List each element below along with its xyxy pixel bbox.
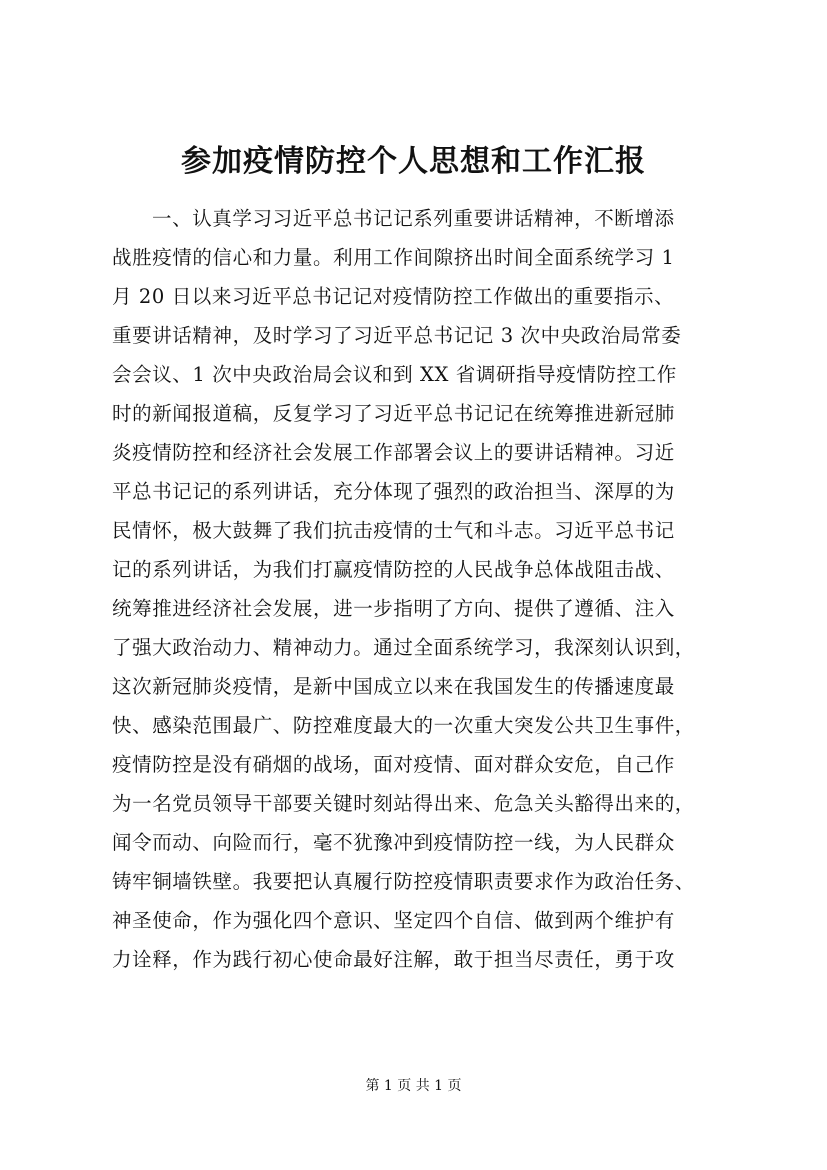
body-line: 疫情防控是没有硝烟的战场，面对疫情、面对群众安危，自己作 — [112, 753, 675, 776]
body-line: 统筹推进经济社会发展，进一步指明了方向、提供了遵循、注入 — [112, 597, 675, 620]
body-line: 战胜疫情的信心和力量。利用工作间隙挤出时间全面系统学习 1 — [112, 246, 675, 269]
body-line: 快、感染范围最广、防控难度最大的一次重大突发公共卫生事件， — [112, 714, 695, 737]
body-line: 炎疫情防控和经济社会发展工作部署会议上的要讲话精神。习近 — [112, 441, 675, 464]
body-line: 时的新闻报道稿，反复学习了习近平总书记记在统筹推进新冠肺 — [112, 402, 675, 425]
body-line: 重要讲话精神，及时学习了习近平总书记记 3 次中央政治局常委 — [112, 324, 682, 347]
body-line: 铸牢铜墙铁壁。我要把认真履行防控疫情职责要求作为政治任务、 — [112, 870, 695, 893]
body-line: 民情怀，极大鼓舞了我们抗击疫情的士气和斗志。习近平总书记 — [112, 519, 675, 542]
body-line: 力诠释，作为践行初心使命最好注解，敢于担当尽责任，勇于攻 — [112, 948, 675, 971]
body-line: 月 20 日以来习近平总书记记对疫情防控工作做出的重要指示、 — [112, 285, 675, 308]
body-line: 这次新冠肺炎疫情，是新中国成立以来在我国发生的传播速度最 — [112, 675, 675, 698]
page-footer: 第 1 页 共 1 页 — [365, 1078, 462, 1094]
body-line: 了强大政治动力、精神动力。通过全面系统学习，我深刻认识到， — [112, 636, 695, 659]
body-line: 一、认真学习习近平总书记记系列重要讲话精神，不断增添 — [152, 207, 675, 230]
body-line: 神圣使命，作为强化四个意识、坚定四个自信、做到两个维护有 — [112, 909, 675, 932]
document-body — [112, 199, 742, 979]
document-title: 参加疫情防控个人思想和工作汇报 — [181, 144, 646, 179]
body-line: 平总书记记的系列讲话，充分体现了强烈的政治担当、深厚的为 — [112, 480, 675, 503]
body-line: 为一名党员领导干部要关键时刻站得出来、危急关头豁得出来的， — [112, 792, 695, 815]
body-line: 记的系列讲话，为我们打赢疫情防控的人民战争总体战阻击战、 — [112, 558, 675, 581]
body-line: 会会议、1 次中央政治局会议和到 XX 省调研指导疫情防控工作 — [112, 363, 677, 386]
body-line: 闻令而动、向险而行，毫不犹豫冲到疫情防控一线，为人民群众 — [112, 831, 675, 854]
